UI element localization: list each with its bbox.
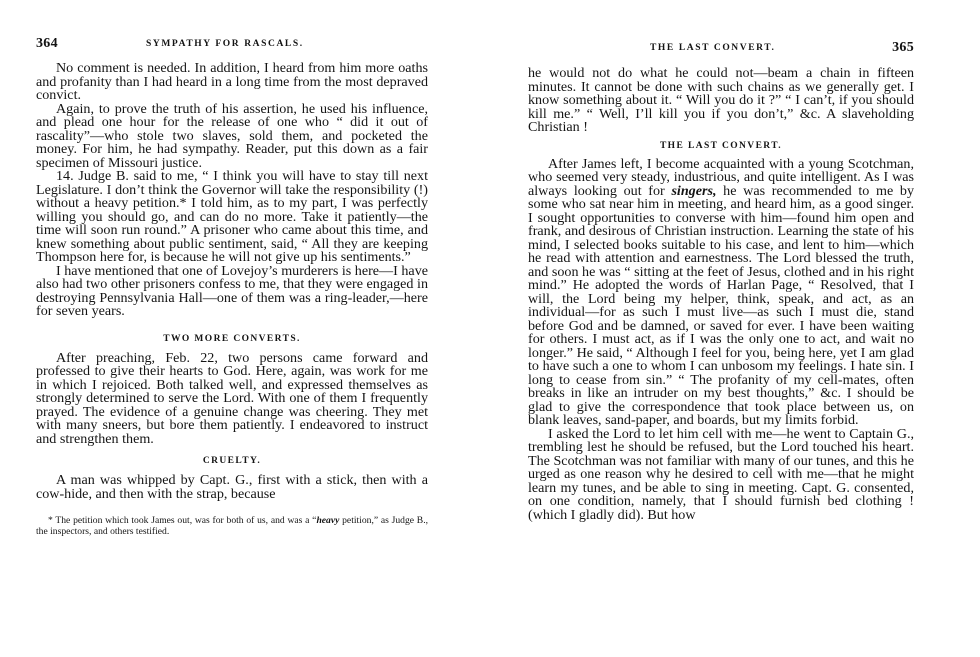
section-heading-cruelty: CRUELTY.: [202, 456, 262, 466]
after-james-start: After James left, I become acquainted with a young Scotchman, who seemed very steady, industrious, and quite intelligent. As I was always looking out for: [528, 155, 914, 199]
paragraph-after-james: [528, 155, 914, 428]
paragraph-asked-the-lord: I asked the Lord to let him cell with me—he went to Captain G., trembling lest he should be refused, but the Lord touched his heart. The Scotchman was not familiar with many of our tunes, and this he urged as one reason why he desired to cell with me—that he might learn my tunes, and be able to sing in meeting. Capt. G. consented, on one condition, namely, that I should furnish bed clothing ! (which I gladly did). But how: [528, 425, 914, 523]
paragraph-judge-b: 14. Judge B. said to me, “ I think you will have to stay till next Legislature. I don’t think the Governor will take the responsibility (!) without a heavy petition.* I told him, as to my part, I was perfectly willing you should go, and can do no more. Take it patiently—the time will soon run round.” A prisoner who came about this time, and knew something about public sentiment, said, “ All they are keeping Thompson here for, is because he will not give up his sentiments.”: [36, 168, 428, 265]
footnote: [36, 515, 428, 537]
right-running-head: [528, 42, 914, 60]
left-running-title: SYMPATHY FOR RASCALS.: [146, 39, 304, 49]
section-heading-two-more-converts: TWO MORE CONVERTS.: [163, 333, 301, 344]
paragraph-again: Again, to prove the truth of his assertion, he used his influence, and plead one hour for the release of one who “ did it out of rascality”—who stole two slaves, sold them, and pocketed the money. For him, he had sympathy. Reader, put this down as a fair specimen of Missouri justice.: [36, 100, 428, 171]
after-james-end: he was recommended to me by some who sat near him in meeting, and heard him, as a good singer. I sought opportunities to converse with him—found him open and frank, and desirous of Christian instruction. Learning the state of his mind, I selected books suitable to his case, and lent to him—which he read with attention and earnestness. The Lord blessed the truth, and soon he was “ sitting at the feet of Jesus, clothed and in his right mind.” He adopted the words of Harlan Page, “ Resolved, that I will, the Lord being my helper, think, speak, and act, as an individual—for as such I must live—as such I must die, stand before God and be damned, or saved for ever. I have been waiting for others. I must act, as if I was the only one to act, and wait no longer.” He said, “ Although I feel for you, being here, yet I am glad to have such a one to whom I can unbosom my feelings. I hate sin. I long to cease from sin.” “ The profanity of my cell-mates, often breaks in like an intruder on my best thoughts,” &c. I should be glad to give the correspondence that took place between us, on blank leaves, sand-paper, and boards, but my limits forbid.: [528, 182, 914, 428]
right-page-number: 365: [892, 40, 914, 55]
left-running-head: [36, 38, 428, 56]
footnote-italic-heavy: heavy: [316, 515, 340, 526]
footnote-text-before: * The petition which took James out, was for both of us, and was a “: [48, 515, 317, 526]
right-running-title: THE LAST CONVERT.: [650, 43, 776, 53]
left-body: [36, 62, 428, 501]
left-page-number: 364: [36, 36, 58, 51]
paragraph-no-comment: No comment is needed. In addition, I heard from him more oaths and profanity than I had heard in a long time from the most depraved convict.: [36, 60, 428, 103]
paragraph-after-preaching: After preaching, Feb. 22, two persons came forward and professed to give their hearts to God. Here, again, was work for me in which I rejoiced. Both talked well, and expressed themselves as strongly determined to serve the Lord. With one of them I frequently prayed. The evidence of a genuine change was cheering. They met with many sneers, but bore them patiently. I endeavored to instruct and strengthen them.: [36, 349, 428, 447]
footnote-text-after: petition,” as Judge B., the inspectors, and others testified.: [36, 515, 428, 537]
right-body: [528, 67, 914, 522]
left-page: [36, 0, 428, 537]
paragraph-continuation: he would not do what he could not—beam a chain in fifteen minutes. It cannot be done with such chains as we generally get. I know something about it. “ Will you do it ?” “ I can’t, if you should kill me.” “ Well, I’ll kill you if you don’t,” &c. A slaveholding Christian !: [528, 65, 914, 135]
paragraph-lovejoy: I have mentioned that one of Lovejoy’s murderers is here—I have also had two other prisoners confess to me, that they were engaged in destroying Pennsylvania Hall—one of them was a ring-leader,—here for seven years.: [36, 262, 428, 319]
right-page: [528, 0, 914, 522]
paragraph-whipped: A man was whipped by Capt. G., first with a stick, then with a cow-hide, and then with the strap, because: [36, 472, 428, 502]
italic-singers: singers,: [671, 182, 717, 199]
section-heading-last-convert: THE LAST CONVERT.: [659, 140, 783, 151]
